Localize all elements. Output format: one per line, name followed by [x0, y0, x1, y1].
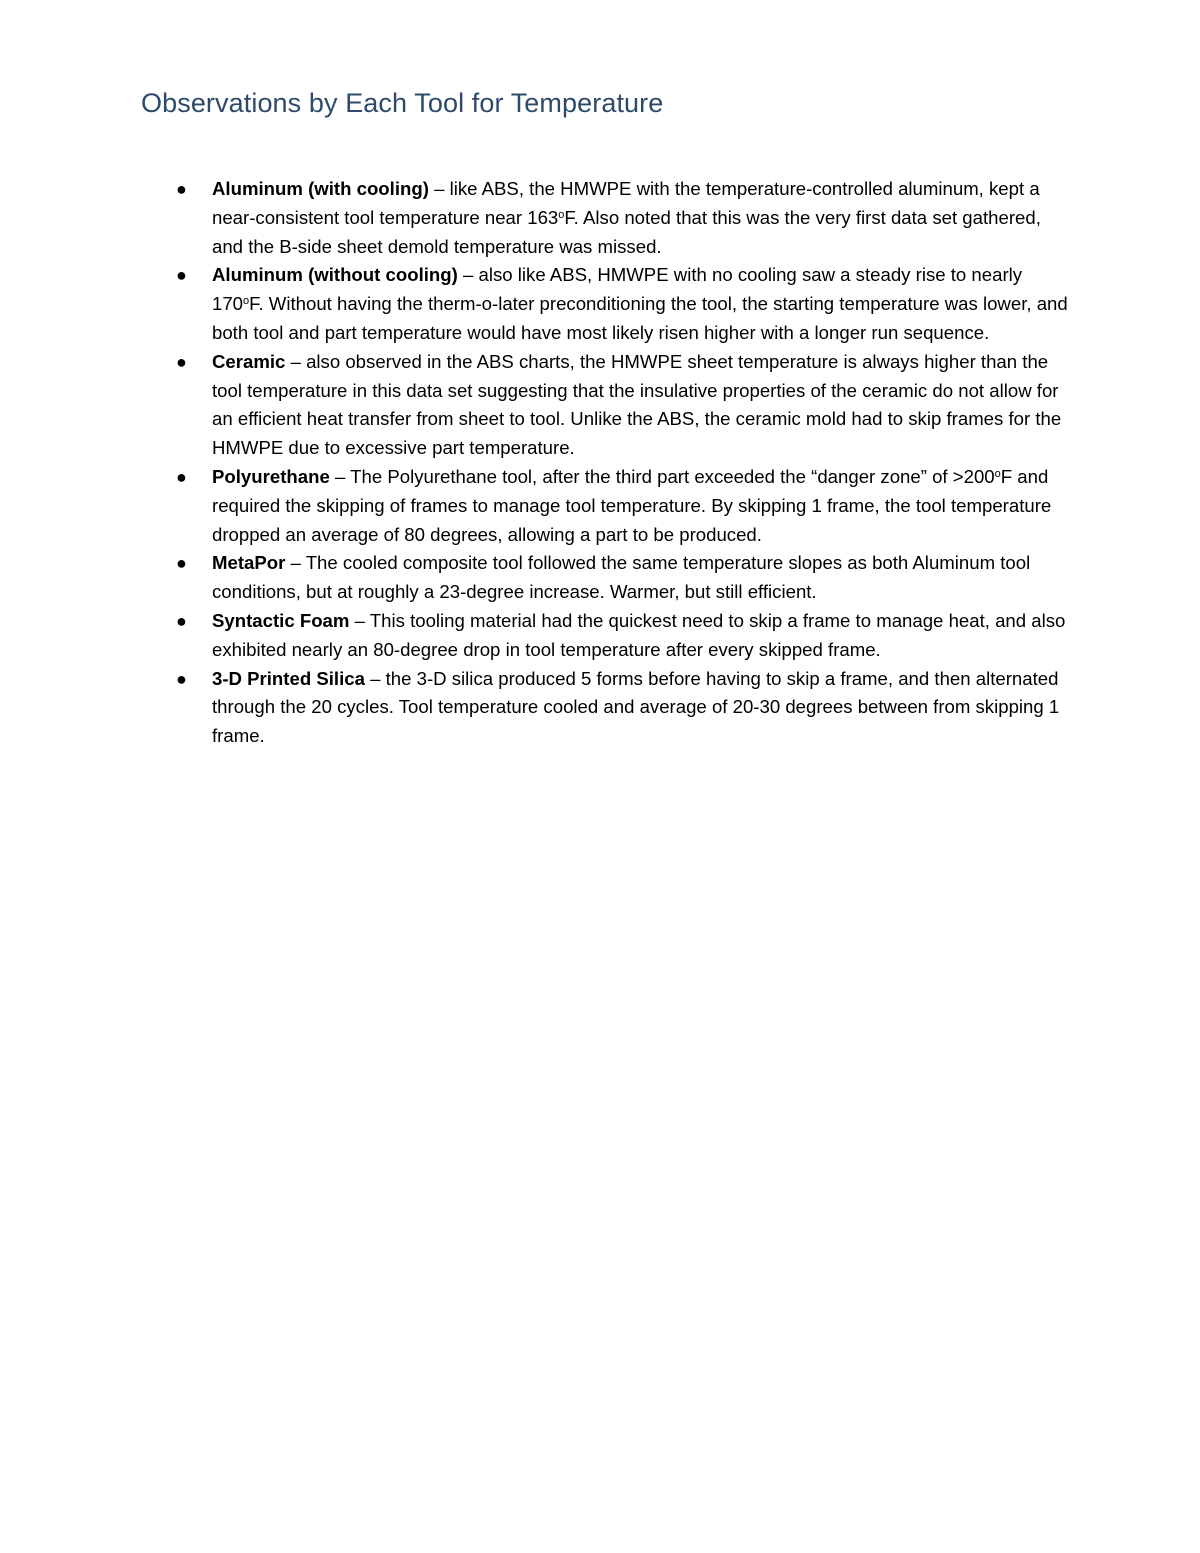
bullet-icon: ● [176, 351, 187, 372]
observation-ceramic [176, 348, 1074, 463]
observation-text-continued: F and required the skipping of frames to manage tool temperature. By skipping 1 frame, the tool temperature dropped an average of 80 degrees, allowing a part to be produced. [212, 465, 1052, 545]
observation-text: – like ABS, the HMWPE with the temperature-controlled aluminum, kept a near-consistent tool temperature near 163 [212, 178, 1040, 228]
page-title: Observations by Each Tool for Temperature [141, 88, 664, 118]
observation-text: – The Polyurethane tool, after the third part exceeded the “danger zone” of >200 [329, 465, 995, 487]
observation-text: – The cooled composite tool followed the same temperature slopes as both Aluminum tool conditions, but at roughly a 23-degree increase. Warmer, but still efficient. [212, 552, 1031, 603]
degree-superscript: o [994, 467, 1001, 480]
degree-superscript: o [243, 295, 250, 308]
observation-text: – the 3-D silica produced 5 forms before having to skip a frame, and then alternated through the 20 cycles. Tool temperature cooled and average of 20-30 degrees between from skipping 1 frame. [212, 667, 1060, 747]
bullet-icon: ● [176, 265, 187, 286]
observation-3d-printed-silica [176, 665, 1074, 751]
observation-polyurethane [176, 463, 1074, 549]
observation-name: 3-D Printed Silica [212, 667, 365, 689]
degree-superscript: o [558, 208, 565, 221]
observation-text-continued: F. Also noted that this was the very first data set gathered, and the B-side sheet demold temperature was missed. [212, 206, 1041, 257]
observation-metapor [176, 549, 1074, 607]
bullet-icon: ● [176, 466, 187, 487]
observations-list [176, 175, 1074, 751]
observation-name: Polyurethane [212, 465, 330, 487]
observation-text: – also like ABS, HMWPE with no cooling saw a steady rise to nearly 170 [212, 264, 1023, 315]
observation-aluminum-without-cooling [176, 261, 1074, 347]
observation-name: Aluminum (without cooling) [212, 264, 458, 286]
observation-name: Syntactic Foam [212, 609, 350, 631]
observation-aluminum-with-cooling [176, 175, 1074, 261]
bullet-icon: ● [176, 179, 187, 199]
observation-text: – This tooling material had the quickest need to skip a frame to manage heat, and also exhibited nearly an 80-degree drop in tool temperature after every skipped frame. [212, 609, 1066, 660]
bullet-icon: ● [176, 610, 187, 631]
observation-name: MetaPor [212, 552, 286, 574]
bullet-icon: ● [176, 668, 187, 689]
observation-name: Aluminum (with cooling) [212, 178, 429, 199]
observation-text: – also observed in the ABS charts, the HMWPE sheet temperature is always higher than the tool temperature in this data set suggesting that the insulative properties of the ceramic do not allow for an efficient heat transfer from sheet to tool. Unlike the ABS, the ceramic mold had to skip frames for the HMWPE due to excessive part temperature. [212, 350, 1062, 459]
observation-name: Ceramic [212, 350, 286, 372]
observation-syntactic-foam [176, 607, 1074, 665]
observation-text-continued: F. Without having the therm-o-later preconditioning the tool, the starting temperature was lower, and both tool and part temperature would have most likely risen higher with a longer run sequence. [212, 293, 1068, 343]
bullet-icon: ● [176, 553, 187, 574]
